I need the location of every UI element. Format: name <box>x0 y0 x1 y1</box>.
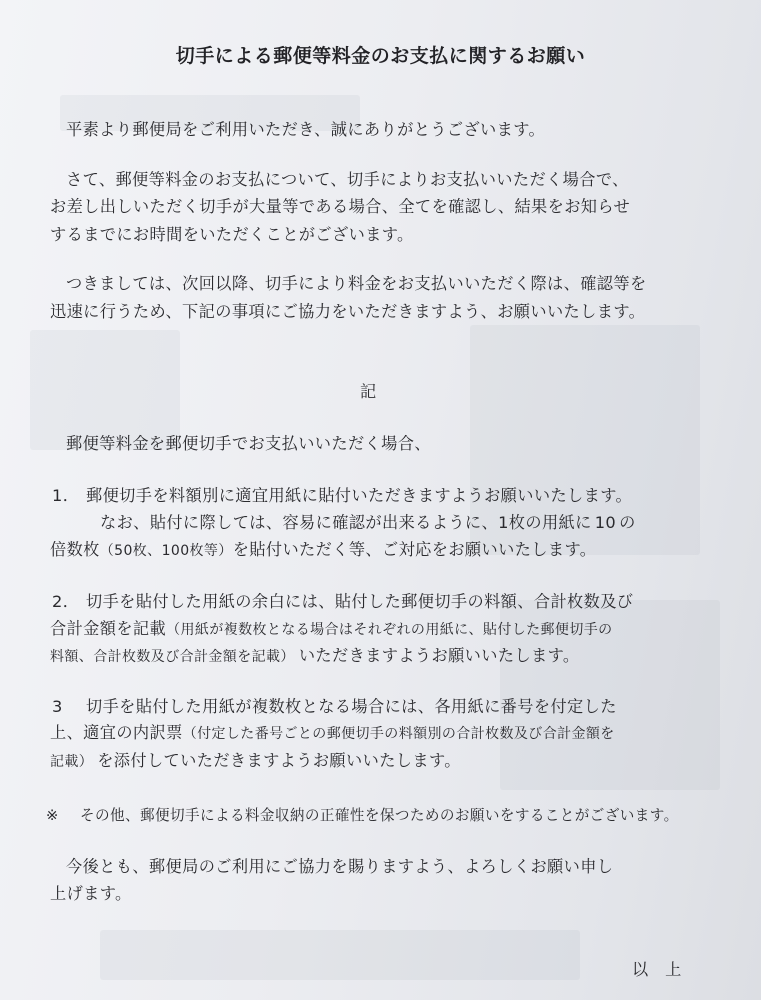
para1-line2: お差し出しいただく切手が大量等である場合、全てを確認し、結果をお知らせ <box>50 197 631 216</box>
item3-line2-paren: （付定した番号ごとの郵便切手の料額別の合計枚数及び合計金額を <box>182 726 615 742</box>
para1-line1: さて、郵便等料金のお支払について、切手によりお支払いいただく場合で、 <box>66 170 629 189</box>
para2-line1: つきましては、次回以降、切手により料金をお支払いいただく際は、確認等を <box>66 274 647 293</box>
para2-line2: 迅速に行うため、下記の事項にご協力をいただきますよう、お願いいたします。 <box>50 302 646 321</box>
closing-line1: 今後とも、郵便局のご利用にご協力を賜りますよう、よろしくお願い申し <box>66 857 614 876</box>
item1-line3-end: を貼付いただく等、ご対応をお願いいたします。 <box>232 540 597 559</box>
intro-line: 郵便等料金を郵便切手でお支払いいただく場合、 <box>66 434 431 453</box>
item1-line2-number: 10 <box>594 513 617 532</box>
item3-number: 3 <box>52 697 63 716</box>
item3-line1: 切手を貼付した用紙が複数枚となる場合には、各用紙に番号を付定した <box>86 697 617 716</box>
para1-line3: するまでにお時間をいただくことがございます。 <box>50 225 414 244</box>
item2-line3 <box>50 646 580 667</box>
item1-line3-start: 倍数枚 <box>50 540 100 559</box>
greeting: 平素より郵便局をご利用いただき、誠にありがとうございます。 <box>66 120 546 139</box>
show-through-shape <box>100 930 580 980</box>
item1-line2-text: なお、貼付に際しては、容易に確認が出来るように、1枚の用紙に <box>100 513 592 532</box>
item3-line2-start: 上、適宜の内訳票 <box>50 723 183 742</box>
closing-line2: 上げます。 <box>50 884 132 903</box>
item2-number: 2． <box>52 592 80 611</box>
document-title: 切手による郵便等料金のお支払に関するお願い <box>175 45 586 67</box>
item1-number: 1． <box>52 486 80 505</box>
item2-line3-paren: 料額、合計枚数及び合計金額を記載） <box>50 649 295 665</box>
item3-line3-end: を添付していただきますようお願いいたします。 <box>97 751 461 770</box>
item2-line2 <box>50 619 613 640</box>
show-through-shape <box>30 330 180 450</box>
ki-heading: 記 <box>360 382 377 401</box>
item3-line3 <box>50 751 461 772</box>
item2-line2-start: 合計金額を記載 <box>50 619 167 638</box>
end-mark: 以 上 <box>632 960 682 979</box>
note-mark: ※ <box>46 807 59 824</box>
item1-line2 <box>100 513 636 533</box>
item3-line3-paren: 記載） <box>50 754 94 770</box>
item1-line3-paren: （50枚、100枚等） <box>99 543 233 559</box>
item3-line2 <box>50 723 615 744</box>
item2-line1: 切手を貼付した用紙の余白には、貼付した郵便切手の料額、合計枚数及び <box>86 592 634 611</box>
item2-line2-paren: （用紙が複数枚となる場合はそれぞれの用紙に、貼付した郵便切手の <box>166 622 613 638</box>
item1-line3 <box>50 540 596 561</box>
item2-line3-end: いただきますようお願いいたします。 <box>298 646 580 665</box>
item1-line1: 郵便切手を料額別に適宜用紙に貼付いただきますようお願いいたします。 <box>86 486 633 505</box>
note-text: その他、郵便切手による料金収納の正確性を保つためのお願いをすることがございます。 <box>80 807 679 824</box>
item1-line2-tail: の <box>619 513 636 532</box>
